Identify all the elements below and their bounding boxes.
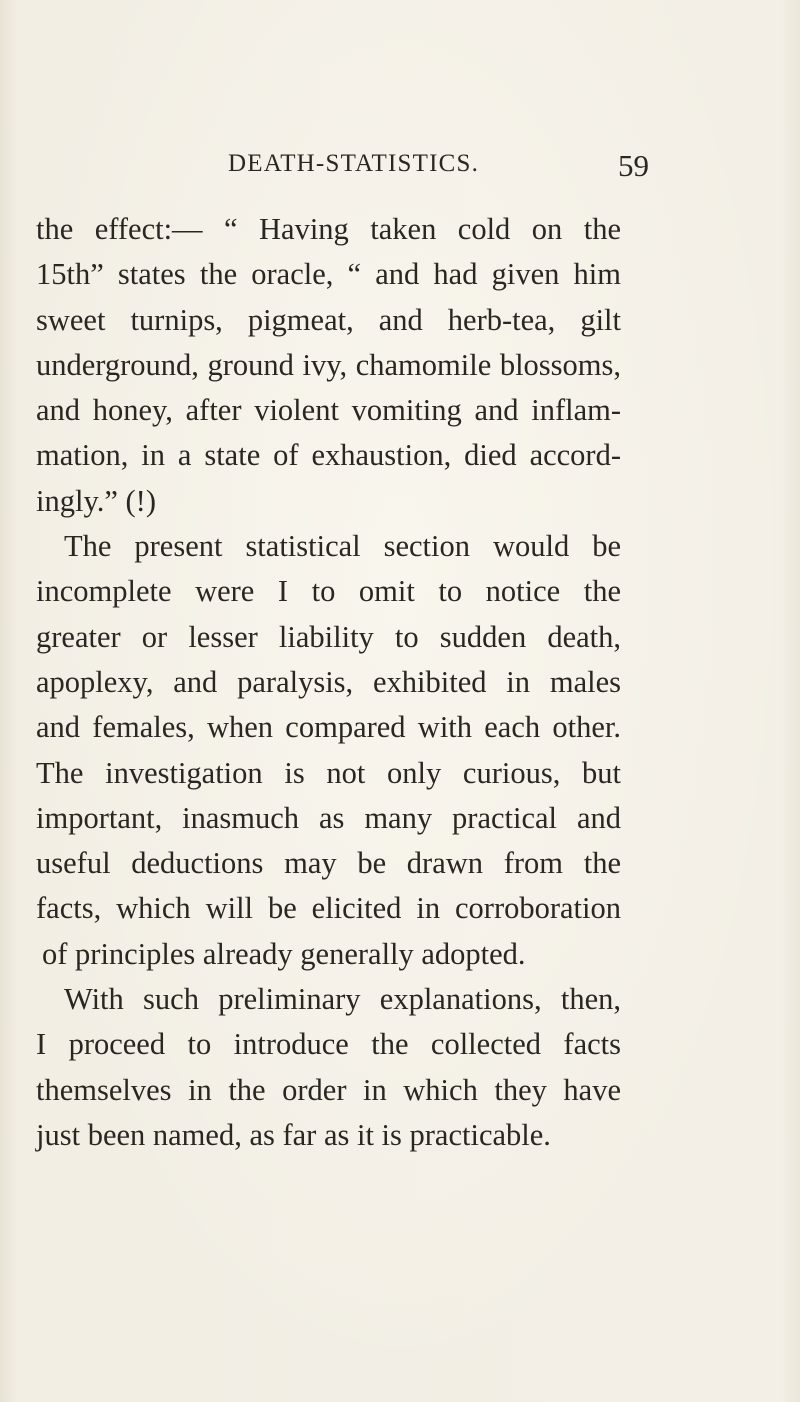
text-line: facts, which will be elicited in corroboration: [36, 891, 621, 926]
text-line: sweet turnips, pigmeat, and herb-tea, gilt: [36, 302, 621, 337]
text-line: important, inasmuch as many practical and: [36, 800, 621, 835]
text-line: of principles already generally adopted.: [42, 936, 526, 971]
text-line: 15th” states the oracle, “ and had given him: [36, 257, 621, 292]
text-line: the effect:— “ Having taken cold on the: [36, 212, 621, 246]
text-line: I proceed to introduce the collected facts: [36, 1027, 621, 1062]
text-line: useful deductions may be drawn from the: [36, 846, 621, 881]
text-line: mation, in a state of exhaustion, died accord-: [36, 438, 621, 473]
text-line: themselves in the order in which they have: [36, 1072, 621, 1107]
text-line: and honey, after violent vomiting and inflam-: [36, 393, 621, 428]
text-line: apoplexy, and paralysis, exhibited in males: [36, 664, 621, 699]
text-line: incomplete were I to omit to notice the: [36, 574, 621, 609]
text-line: The present statistical section would be: [64, 529, 621, 564]
text-line: and females, when compared with each other.: [36, 710, 621, 745]
body-text: [36, 207, 621, 1158]
running-title: DEATH-STATISTICS.: [228, 150, 480, 177]
text-line: just been named, as far as it is practicable.: [36, 1117, 551, 1152]
page-number: 59: [618, 148, 649, 183]
text-line: ingly.” (!): [36, 483, 156, 518]
text-line: The investigation is not only curious, but: [36, 755, 621, 790]
text-line: underground, ground ivy, chamomile blossoms,: [36, 347, 621, 382]
text-line: greater or lesser liability to sudden death,: [36, 619, 621, 654]
text-line: With such preliminary explanations, then,: [64, 982, 621, 1017]
